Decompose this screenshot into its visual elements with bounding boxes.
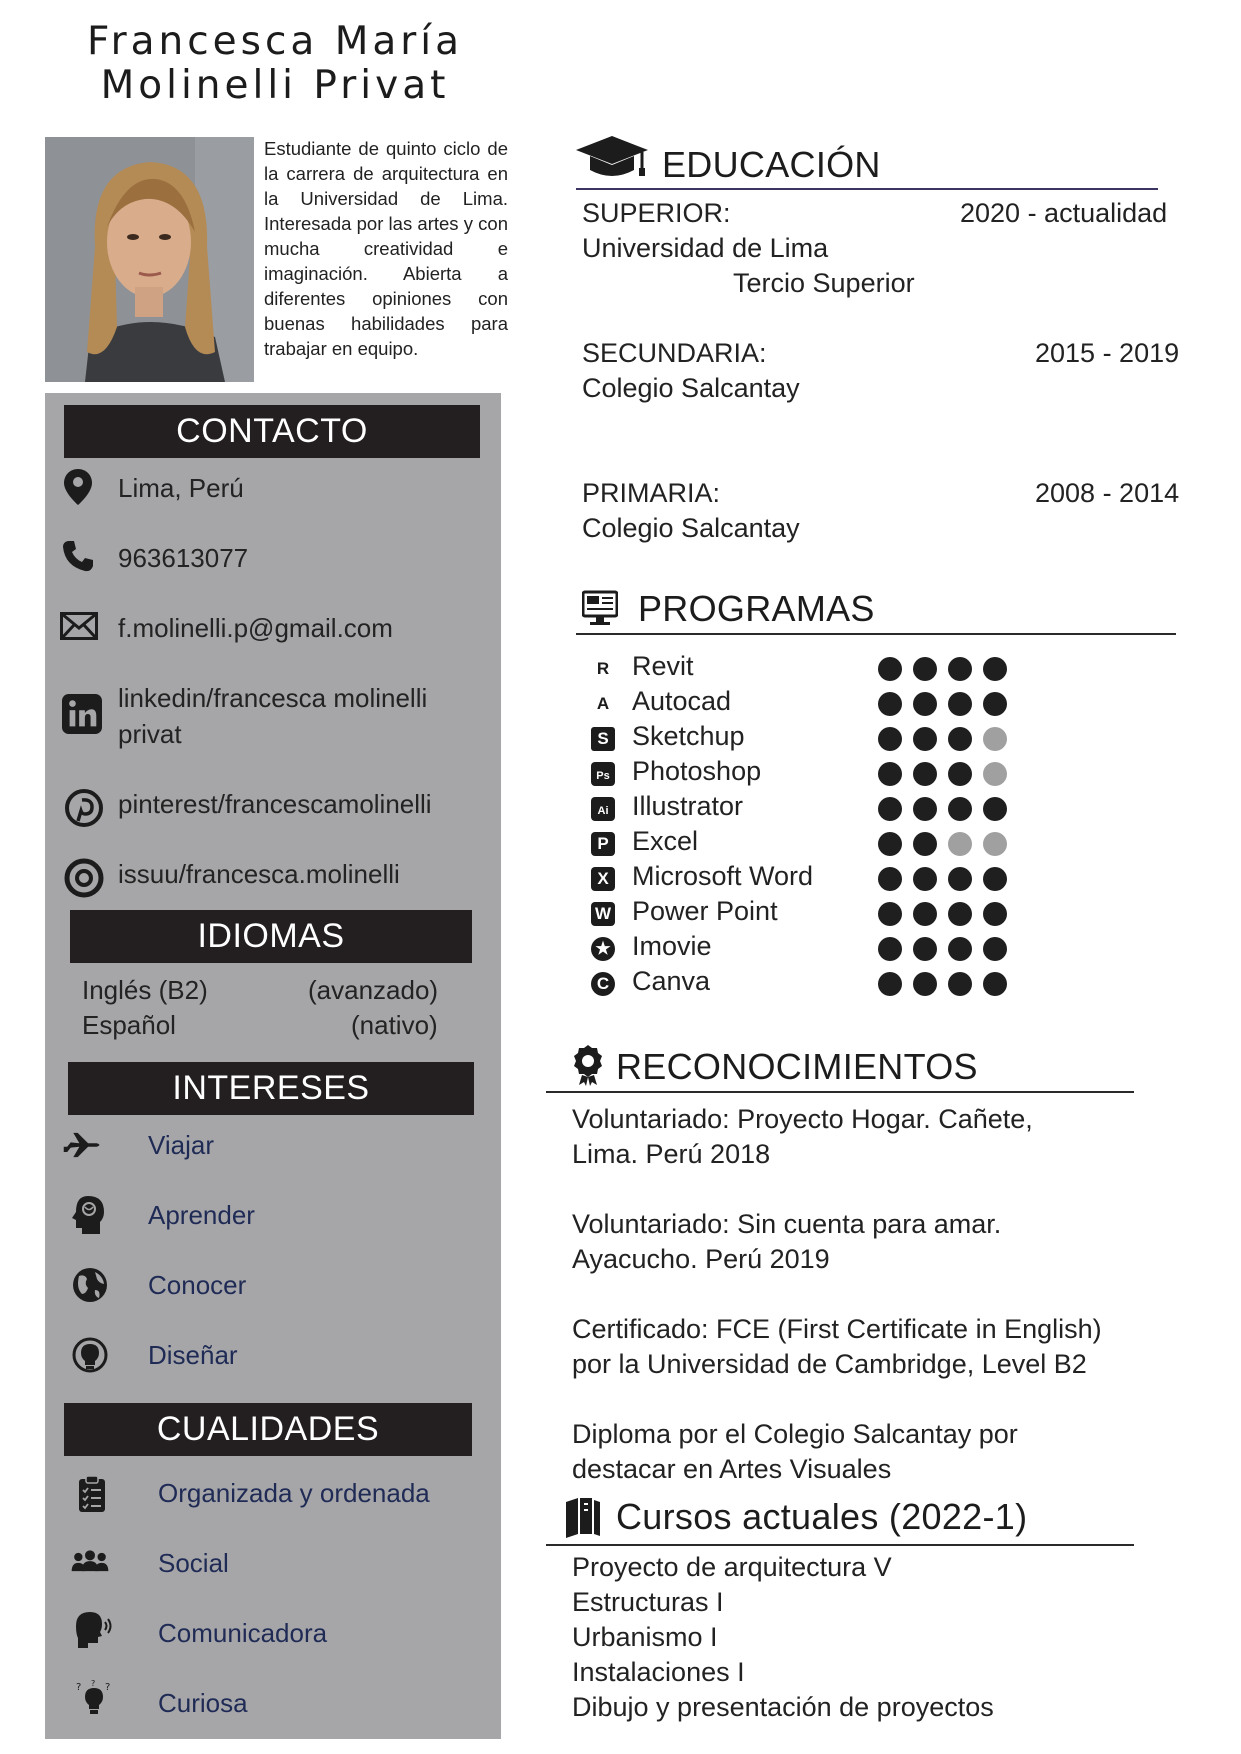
program-logo-icon: [590, 831, 616, 857]
award-line-1: Voluntariado: Proyecto Hogar. Cañete,: [572, 1104, 1033, 1134]
award-ribbon-icon: [572, 1044, 604, 1091]
rating-dot-filled: [983, 657, 1007, 681]
award-line-2: Lima. Perú 2018: [572, 1139, 771, 1169]
language-name: Inglés (B2): [82, 975, 208, 1005]
rating-dot-filled: [878, 727, 902, 751]
interest-item: Viajar: [148, 1130, 215, 1160]
svg-text:Ai: Ai: [597, 805, 609, 817]
quality-item: Curiosa: [158, 1688, 248, 1718]
rating-dot-filled: [948, 762, 972, 786]
group-people-icon: [70, 1542, 110, 1582]
svg-text:R: R: [596, 659, 610, 678]
name-line-2: Molinelli Privat: [100, 63, 450, 108]
program-row: [590, 791, 1010, 824]
program-name: Microsoft Word: [632, 861, 814, 891]
program-name: Photoshop: [632, 756, 762, 786]
edu-secundaria-label: SECUNDARIA:: [582, 338, 767, 368]
svg-text:A: A: [596, 694, 610, 713]
svg-text:W: W: [594, 904, 612, 923]
program-name: Autocad: [632, 686, 732, 716]
svg-text:C: C: [596, 974, 610, 993]
pinterest-icon: [64, 788, 104, 828]
rating-dot-empty: [983, 832, 1007, 856]
rating-dot-filled: [948, 692, 972, 716]
issuu-icon: [64, 858, 104, 898]
award-line-1: Certificado: FCE (First Certificate in English): [572, 1314, 1102, 1344]
name-line-1: Francesca María: [86, 19, 464, 64]
rating-dot-filled: [948, 867, 972, 891]
rating-dot-empty: [983, 762, 1007, 786]
program-name: Imovie: [632, 931, 712, 961]
intereses-heading: INTERESES: [68, 1062, 474, 1115]
globe-icon: [70, 1265, 110, 1305]
rating-dot-filled: [948, 902, 972, 926]
contacto-heading: CONTACTO: [64, 405, 480, 458]
skill-rating: [878, 692, 1007, 716]
award-line-2: Ayacucho. Perú 2019: [572, 1244, 830, 1274]
educacion-title: EDUCACIÓN: [662, 144, 881, 185]
program-logo-icon: [590, 796, 616, 822]
skill-rating: [878, 832, 1007, 856]
rating-dot-filled: [913, 867, 937, 891]
quality-item: Social: [158, 1548, 229, 1578]
rating-dot-filled: [878, 832, 902, 856]
program-logo-icon: [590, 901, 616, 927]
svg-text:?: ?: [76, 1682, 82, 1693]
rating-dot-filled: [878, 902, 902, 926]
reconocimientos-rule: [546, 1091, 1134, 1093]
rating-dot-filled: [878, 692, 902, 716]
airplane-icon: [62, 1125, 102, 1165]
speaking-head-icon: [74, 1610, 114, 1650]
svg-text:S: S: [597, 729, 609, 748]
location-pin-icon: [58, 467, 98, 507]
rating-dot-filled: [983, 937, 1007, 961]
edu-primaria-years: 2008 - 2014: [1035, 478, 1180, 508]
program-row: [590, 686, 1010, 719]
rating-dot-filled: [948, 797, 972, 821]
rating-dot-filled: [983, 692, 1007, 716]
rating-dot-filled: [913, 832, 937, 856]
skill-rating: [878, 797, 1007, 821]
rating-dot-filled: [913, 762, 937, 786]
course-item: Estructuras I: [572, 1587, 724, 1617]
program-row: [590, 651, 1010, 684]
programas-title: PROGRAMAS: [638, 588, 875, 629]
skill-rating: [878, 937, 1007, 961]
quality-item: Organizada y ordenada: [158, 1478, 430, 1508]
svg-text:X: X: [597, 869, 609, 888]
program-logo-icon: [590, 936, 616, 962]
clipboard-checklist-icon: [72, 1474, 112, 1514]
program-row: [590, 721, 1010, 754]
programas-rule: [576, 633, 1176, 635]
rating-dot-empty: [983, 727, 1007, 751]
edu-superior-school: Universidad de Lima: [582, 233, 829, 263]
program-logo-icon: [590, 971, 616, 997]
program-row: [590, 756, 1010, 789]
cualidades-heading: CUALIDADES: [64, 1403, 472, 1456]
svg-text:?: ?: [91, 1679, 96, 1688]
program-logo-icon: [590, 866, 616, 892]
svg-text:P: P: [597, 834, 609, 853]
interest-item: Aprender: [148, 1200, 255, 1230]
program-name: Canva: [632, 966, 711, 996]
rating-dot-filled: [878, 867, 902, 891]
graduation-cap-icon: [576, 134, 648, 185]
rating-dot-filled: [948, 657, 972, 681]
rating-dot-filled: [913, 727, 937, 751]
rating-dot-filled: [913, 937, 937, 961]
svg-text:★: ★: [595, 939, 611, 958]
language-level: (nativo): [351, 1010, 438, 1040]
program-row: [590, 931, 1010, 964]
reconocimientos-title: RECONOCIMIENTOS: [616, 1046, 978, 1087]
interest-item: Diseñar: [148, 1340, 238, 1370]
books-icon: [562, 1494, 602, 1543]
contact-issuu[interactable]: issuu/francesca.molinelli: [118, 859, 400, 889]
contact-linkedin-line1[interactable]: linkedin/francesca molinelli: [118, 683, 428, 713]
edu-secundaria-years: 2015 - 2019: [1035, 338, 1180, 368]
award-line-1: Diploma por el Colegio Salcantay por: [572, 1419, 1018, 1449]
contact-email[interactable]: f.molinelli.p@gmail.com: [118, 613, 393, 643]
edu-primaria-school: Colegio Salcantay: [582, 513, 800, 543]
educacion-rule: [576, 188, 1158, 190]
svg-text:?: ?: [105, 1682, 111, 1693]
skill-rating: [878, 972, 1007, 996]
skill-rating: [878, 727, 1007, 751]
cursos-title: Cursos actuales (2022-1): [616, 1496, 1028, 1537]
design-bulb-icon: [70, 1335, 110, 1375]
skill-rating: [878, 902, 1007, 926]
course-item: Urbanismo I: [572, 1622, 718, 1652]
rating-dot-filled: [948, 727, 972, 751]
program-logo-icon: [590, 691, 616, 717]
rating-dot-filled: [878, 937, 902, 961]
rating-dot-filled: [878, 797, 902, 821]
envelope-icon: [59, 606, 99, 646]
head-brain-icon: [68, 1195, 108, 1235]
rating-dot-filled: [983, 867, 1007, 891]
contact-location: Lima, Perú: [118, 473, 244, 503]
skill-rating: [878, 867, 1007, 891]
course-item: Dibujo y presentación de proyectos: [572, 1692, 994, 1722]
rating-dot-empty: [948, 832, 972, 856]
contact-linkedin-line2[interactable]: privat: [118, 719, 182, 749]
profile-photo: [45, 137, 254, 382]
contact-phone[interactable]: 963613077: [118, 543, 249, 573]
program-name: Power Point: [632, 896, 778, 926]
language-name: Español: [82, 1010, 176, 1040]
edu-superior-label: SUPERIOR:: [582, 198, 731, 228]
edu-superior-note: Tercio Superior: [733, 268, 915, 298]
award-line-2: destacar en Artes Visuales: [572, 1454, 892, 1484]
quality-item: Comunicadora: [158, 1618, 328, 1648]
award-line-1: Voluntariado: Sin cuenta para amar.: [572, 1209, 1002, 1239]
program-name: Sketchup: [632, 721, 745, 751]
program-name: Revit: [632, 651, 694, 681]
course-item: Instalaciones I: [572, 1657, 745, 1687]
svg-text:Ps: Ps: [596, 770, 610, 782]
rating-dot-filled: [878, 762, 902, 786]
computer-screen-icon: [582, 590, 618, 631]
award-line-2: por la Universidad de Cambridge, Level B2: [572, 1349, 1087, 1379]
rating-dot-filled: [913, 657, 937, 681]
cursos-rule: [546, 1544, 1134, 1546]
rating-dot-filled: [983, 797, 1007, 821]
rating-dot-filled: [878, 972, 902, 996]
program-logo-icon: [590, 656, 616, 682]
program-logo-icon: [590, 726, 616, 752]
program-name: Excel: [632, 826, 699, 856]
edu-primaria-label: PRIMARIA:: [582, 478, 721, 508]
edu-secundaria-school: Colegio Salcantay: [582, 373, 800, 403]
course-item: Proyecto de arquitectura V: [572, 1552, 892, 1582]
edu-superior-years: 2020 - actualidad: [960, 198, 1168, 228]
interest-item: Conocer: [148, 1270, 247, 1300]
linkedin-icon: [62, 694, 102, 734]
program-row: [590, 826, 1010, 859]
language-level: (avanzado): [308, 975, 439, 1005]
rating-dot-filled: [913, 972, 937, 996]
program-row: [590, 861, 1010, 894]
rating-dot-filled: [878, 657, 902, 681]
rating-dot-filled: [983, 902, 1007, 926]
rating-dot-filled: [983, 972, 1007, 996]
rating-dot-filled: [948, 972, 972, 996]
phone-icon: [58, 536, 98, 576]
contact-pinterest[interactable]: pinterest/francescamolinelli: [118, 789, 432, 819]
curious-bulb-icon: [74, 1678, 114, 1718]
skill-rating: [878, 762, 1007, 786]
rating-dot-filled: [948, 937, 972, 961]
skill-rating: [878, 657, 1007, 681]
rating-dot-filled: [913, 797, 937, 821]
program-row: [590, 966, 1010, 999]
program-logo-icon: [590, 761, 616, 787]
program-row: [590, 896, 1010, 929]
bio-text: Estudiante de quinto ciclo de la carrera de arquitectura en la Universidad de Lima. Interesada por las artes y con mucha creatividad e imaginación. Abierta a diferentes opiniones con buenas habilidades para trabajar en equipo.: [264, 138, 508, 359]
idiomas-heading: IDIOMAS: [70, 910, 472, 963]
program-name: Illustrator: [632, 791, 744, 821]
rating-dot-filled: [913, 692, 937, 716]
rating-dot-filled: [913, 902, 937, 926]
